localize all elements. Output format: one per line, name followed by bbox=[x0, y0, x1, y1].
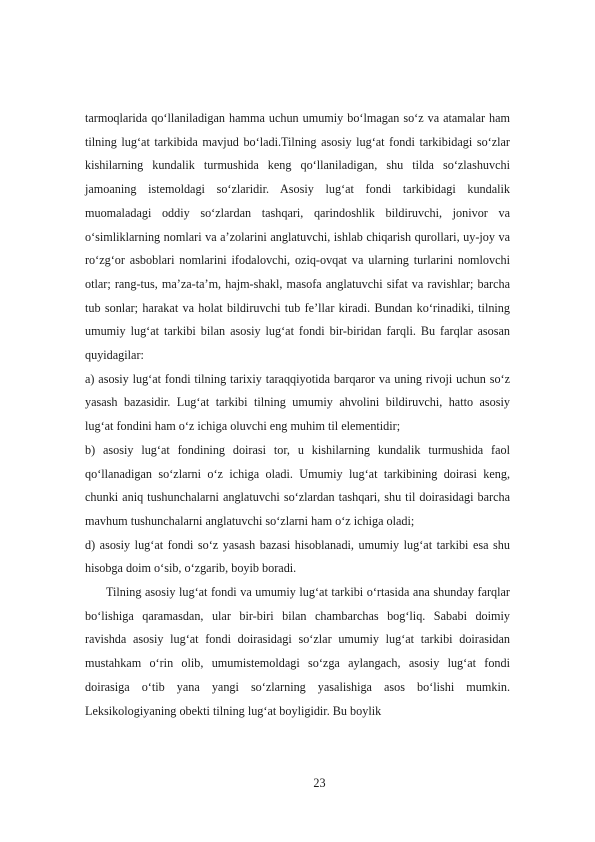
body-text bbox=[85, 107, 510, 723]
paragraph-5: Tilning asosiy lug‘at fondi va umumiy lug‘at tarkibi o‘rtasida ana shunday farqlar bo‘lishiga qaramasdan, ular bir-biri bilan chambarchas bog‘liq. Sababi doimiy ravishda asosiy lug‘at fondi doirasidagi so‘zlar umumiy lug‘at tarkibi doirasidan mustahkam o‘rin olib, umumistemoldagi so‘zga aylangach, asosiy lug‘at fondi doirasiga o‘tib yana yangi so‘zlarning yasalishiga asos bo‘lishi mumkin. Leksikologiyaning obekti tilning lug‘at boyligidir. Bu boylik bbox=[85, 585, 510, 718]
paragraph-3-item-b: b) asosiy lug‘at fondining doirasi tor, u kishilarning kundalik turmushida faol qo‘llanadigan so‘zlarni o‘z ichiga oladi. Umumiy lug‘at tarkibining doirasi keng, chunki aniq tushunchalarni anglatuvchi so‘zlardan tashqari, shu til doirasidagi barcha mavhum tushunchalarni anglatuvchi so‘zlarni ham o‘z ichiga oladi; bbox=[85, 442, 510, 528]
paragraph-4-item-d: d) asosiy lug‘at fondi so‘z yasash bazasi hisoblanadi, umumiy lug‘at tarkibi esa shu hisobga doim o‘sib, o‘zgarib, boyib boradi. bbox=[85, 537, 510, 576]
paragraph-1: tarmoqlarida qo‘llaniladigan hamma uchun umumiy bo‘lmagan so‘z va atamalar ham tilning lug‘at tarkibida mavjud bo‘ladi.Tilning asosiy lug‘at fondi tarkibidagi so‘zlar kishilarning kundalik turmushida keng qo‘llaniladigan, shu tilda so‘zlashuvchi jamoaning istemoldagi so‘zlaridir. Asosiy lug‘at fondi tarkibidagi kundalik muomaladagi oddiy so‘zlardan tashqari, qarindoshlik bildiruvchi, jonivor va o‘simliklarning nomlari va a’zolarini anglatuvchi, ishlab chiqarish qurollari, uy-joy va ro‘zg‘or asboblari nomlarini ifodalovchi, oziq-ovqat va ularning turlarini nomlovchi otlar; rang-tus, ma’za-ta’m, hajm-shakl, masofa anglatuvchi sifat va ravishlar; barcha tub sonlar; harakat va holat bildiruvchi tub fe’llar kiradi. Bundan ko‘rinadiki, tilning umumiy lug‘at tarkibi bilan asosiy lug‘at fondi bir-biridan farqli. Bu farqlar asosan quyidagilar: bbox=[85, 111, 510, 363]
paragraph-2-item-a: a) asosiy lug‘at fondi tilning tarixiy taraqqiyotida barqaror va uning rivoji uchun so‘z yasash bazasidir. Lug‘at tarkibi tilning umumiy ahvolini bildiruvchi, hatto asosiy lug‘at fondini ham o‘z ichiga oluvchi eng muhim til elementidir; bbox=[85, 371, 510, 434]
page-number: 23 bbox=[313, 776, 326, 790]
